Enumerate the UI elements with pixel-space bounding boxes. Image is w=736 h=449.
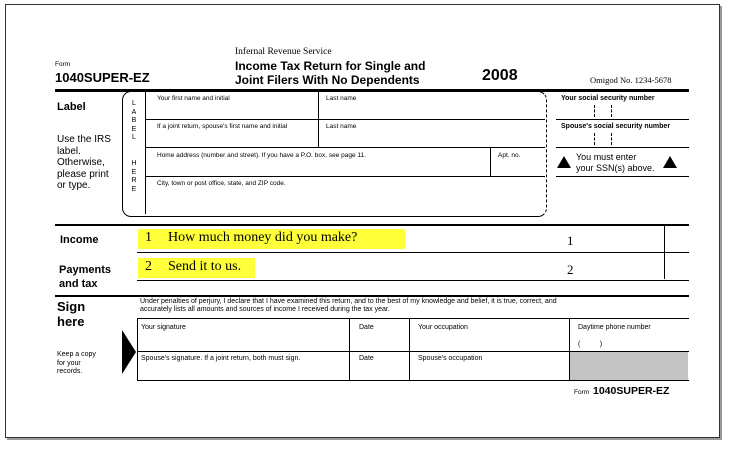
home-address-field[interactable]: Home address (number and street). If you have a P.O. box, see page 11. [157, 152, 366, 159]
label-box-divider [145, 92, 146, 214]
ssn-note: You must enter your SSN(s) above. [576, 152, 655, 173]
footer-form-word: Form [574, 389, 590, 396]
payments-line-number: 2 [145, 259, 152, 274]
form-word: Form [55, 61, 71, 68]
income-line-number: 1 [145, 230, 152, 245]
apt-number-field[interactable]: Apt. no. [498, 152, 521, 159]
right-arrow-icon [663, 156, 677, 168]
agency-name: Infernal Revenue Service [235, 47, 332, 57]
phone-parens: ( ) [578, 341, 603, 348]
payments-instruction: Send it to us. [168, 259, 242, 274]
sign-heading: Sign here [57, 299, 86, 329]
your-occupation-field[interactable]: Your occupation [418, 324, 468, 331]
label-instructions: Use the IRS label. Otherwise, please print or type. [57, 134, 111, 191]
left-arrow-icon [557, 156, 571, 168]
income-amount-line: 1 [567, 233, 574, 248]
spouse-ssn-label: Spouse's social security number [561, 123, 671, 130]
footer-form-name: 1040SUPER-EZ [593, 385, 670, 397]
form-title-line2: Joint Filers With No Dependents [235, 73, 420, 87]
spouse-first-name-field[interactable]: If a joint return, spouse's first name and initial [157, 123, 288, 130]
last-name-field[interactable]: Last name [326, 95, 357, 102]
keep-copy-note: Keep a copy for your records. [57, 351, 96, 375]
spouse-last-name-field[interactable]: Last name [326, 123, 357, 130]
income-heading: Income [60, 234, 99, 246]
label-heading: Label [57, 101, 86, 113]
form-name: 1040SUPER-EZ [55, 70, 150, 85]
first-name-field[interactable]: Your first name and initial [157, 95, 230, 102]
form-title-line1: Income Tax Return for Single and [235, 59, 426, 73]
vertical-here-text: H E R E [131, 160, 137, 193]
perjury-statement: Under penalties of perjury, I declare that I have examined this return, and to the best of my knowledge and belief, it is true, correct, and accurately lists all amounts and sources of income I received during the tax year. [140, 298, 557, 313]
payments-amount-line: 2 [567, 262, 574, 277]
spouse-signature-field[interactable]: Spouse's signature. If a joint return, both must sign. [141, 355, 301, 362]
sign-arrow-icon [122, 330, 136, 374]
your-signature-field[interactable]: Your signature [141, 324, 186, 331]
income-question: How much money did you make? [168, 230, 358, 245]
city-state-zip-field[interactable]: City, town or post office, state, and ZIP code. [157, 180, 286, 187]
payments-heading: Payments and tax [59, 264, 111, 290]
ssn-label: Your social security number [561, 95, 655, 102]
spouse-occupation-field[interactable]: Spouse's occupation [418, 355, 483, 362]
omb-number: Omigod No. 1234-5678 [590, 75, 672, 85]
vertical-label-text: L A B E L [131, 100, 137, 141]
spouse-date-field[interactable]: Date [359, 355, 374, 362]
tax-year: 2008 [482, 67, 518, 84]
date-field[interactable]: Date [359, 324, 374, 331]
shaded-box [570, 352, 688, 380]
daytime-phone-field[interactable]: Daytime phone number [578, 324, 651, 331]
